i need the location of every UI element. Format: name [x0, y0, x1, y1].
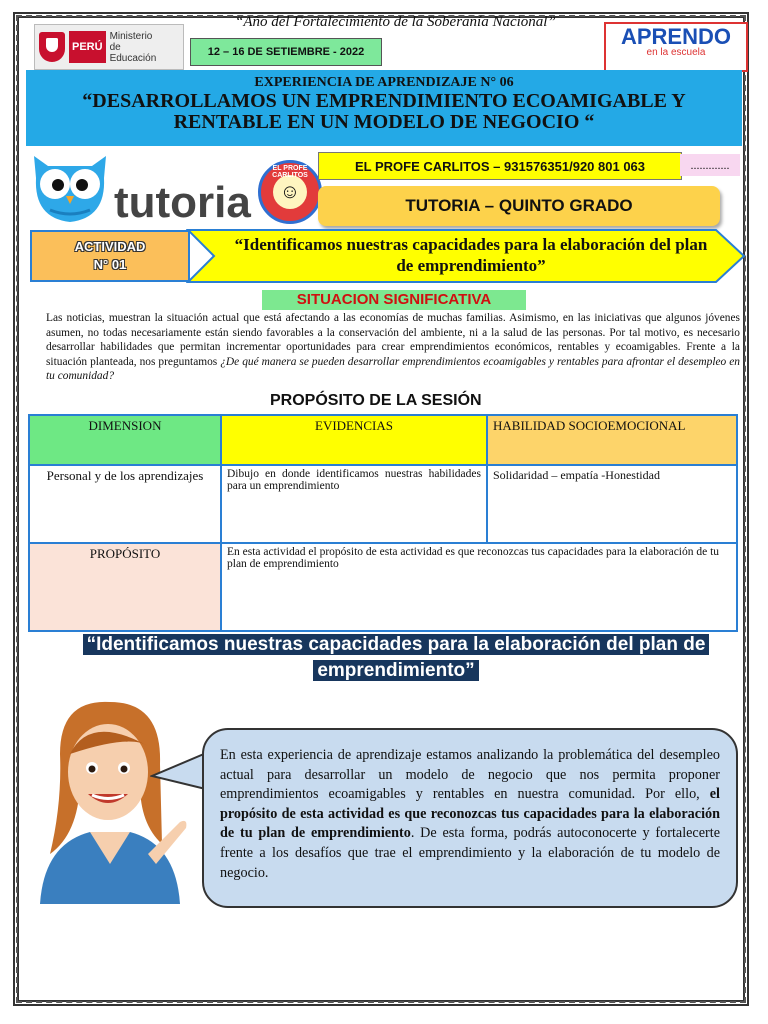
owl-mascot-icon	[28, 148, 112, 224]
aprendo-title: APRENDO	[620, 24, 731, 49]
situation-paragraph	[46, 311, 740, 384]
year-motto: “Año del Fortalecimiento de la Soberanía Nacional”	[235, 14, 556, 30]
header-evidence: EVIDENCIAS	[221, 415, 487, 465]
table-row	[29, 465, 737, 543]
peru-crest-icon	[39, 32, 65, 62]
cell-purpose-label: PROPÓSITO	[29, 543, 221, 631]
teacher-avatar-icon: ☺	[273, 175, 307, 209]
activity-title: “Identificamos nuestras capacidades para la elaboración del plan de emprendimiento”	[234, 235, 708, 275]
speech-text-bold: el propósito de esta actividad es que reconozcas tus capacidades para la elaboración de tu plan de emprendimiento	[220, 786, 720, 842]
week-dates: 12 – 16 DE SETIEMBRE - 2022	[190, 38, 382, 66]
activity-number: N° 01	[93, 257, 127, 272]
cell-purpose-text: En esta actividad el propósito de esta actividad es que reconozcas tus capacidades para la elaboración de tu plan de emprendimiento	[221, 543, 737, 631]
activity-number-box	[30, 230, 190, 282]
purpose-heading: PROPÓSITO DE LA SESIÓN	[270, 392, 482, 409]
speech-text-2: . De esta forma, podrás autoconocerte y fortalecerte frente a los desafíos que trae el emprendimiento y la elaboración de tu modelo de negocio.	[220, 825, 720, 881]
table-row	[29, 543, 737, 631]
table-header-row	[29, 415, 737, 465]
activity-label: ACTIVIDAD	[74, 239, 146, 254]
aprendo-logo	[604, 22, 748, 72]
cell-evidence: Dibujo en donde identificamos nuestras habilidades para un emprendimiento	[221, 465, 487, 543]
badge-text: EL PROFE CARLITOS	[272, 165, 308, 179]
situation-question: ¿De qué manera se pueden desarrollar emprendimientos ecoamigables y rentables para afrontar el desempleo en tu comunidad?	[46, 355, 740, 383]
speech-text-1: En esta experiencia de aprendizaje estamos analizando la problemática del desempleo actual para desarrollar un modelo de negocio que nos permita proponer emprendimientos ecoamigables y rentables en nuestra comunidad. Por ello,	[220, 747, 720, 803]
speech-bubble	[202, 728, 738, 908]
purpose-table	[28, 414, 738, 632]
activity-title-arrow	[186, 228, 746, 284]
tutoria-logo-text: tutoria	[114, 178, 251, 227]
header-skill: HABILIDAD SOCIOEMOCIONAL	[487, 415, 737, 465]
session-title-text: “Identificamos nuestras capacidades para la elaboración del plan de emprendimiento”	[83, 634, 710, 681]
situation-heading: SITUACION SIGNIFICATIVA	[262, 290, 526, 310]
aprendo-subtitle: en la escuela	[646, 47, 706, 58]
ministry-logo	[34, 24, 184, 70]
cell-skill: Solidaridad – empatía -Honestidad	[487, 465, 737, 543]
teacher-dots: .............	[680, 154, 740, 176]
session-title	[56, 632, 736, 684]
teacher-contact: EL PROFE CARLITOS – 931576351/920 801 063	[318, 152, 682, 180]
experience-banner	[26, 70, 742, 146]
situation-text: Las noticias, muestran la situación actual que está afectando a las economías de muchas familias. Asimismo, en las iniciativas que algunos jóvenes asumen, no todas necesariamente están siendo favorables a la conservación del ambiente, ni a la salud de las personas. Por tal motivo, es necesario desarrollar habilidades que permitan incrementar oportunidades para crear emprendimientos económicos, rentables y ecoamigables. Frente a la situación planteada, nos preguntamos	[46, 312, 740, 368]
grade-label: TUTORIA – QUINTO GRADO	[318, 186, 720, 226]
profe-carlitos-badge	[258, 160, 322, 224]
header-dimension: DIMENSION	[29, 415, 221, 465]
experience-number: EXPERIENCIA DE APRENDIZAJE N° 06	[254, 75, 514, 90]
cell-dimension: Personal y de los aprendizajes	[29, 465, 221, 543]
experience-title: “DESARROLLAMOS UN EMPRENDIMIENTO ECOAMIGABLE Y RENTABLE EN UN MODELO DE NEGOCIO “	[82, 90, 686, 133]
ministry-name: Ministerio de Educación	[109, 30, 157, 64]
ministry-country: PERÚ	[69, 31, 106, 63]
